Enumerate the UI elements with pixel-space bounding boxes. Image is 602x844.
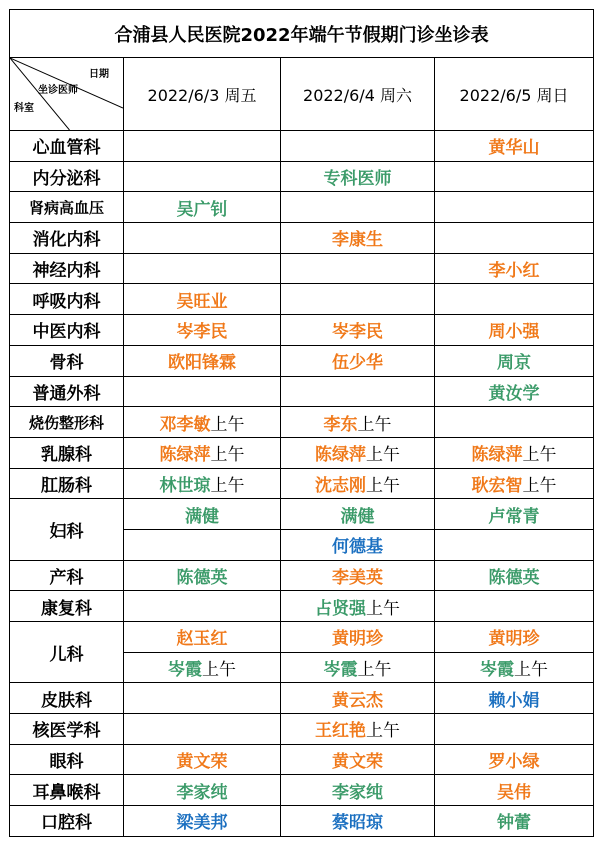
doctor-name: 罗小绿 <box>488 752 540 773</box>
schedule-cell <box>435 407 594 438</box>
schedule-cell <box>124 499 281 530</box>
department-name: 妇科 <box>10 499 124 560</box>
doctor-name: 梁美邦 <box>176 813 228 834</box>
department-name: 肛肠科 <box>10 468 124 499</box>
department-name: 内分泌科 <box>10 161 124 192</box>
doctor-name: 李家纯 <box>332 782 383 803</box>
doctor-name: 吴伟 <box>497 782 532 803</box>
schedule-cell <box>124 683 281 714</box>
schedule-cell <box>124 714 281 745</box>
schedule-cell <box>435 376 594 407</box>
schedule-cell <box>281 161 435 192</box>
department-name: 呼吸内科 <box>10 284 124 315</box>
department-row <box>10 161 594 192</box>
doctor-name: 李小红 <box>488 261 540 282</box>
department-name: 普通外科 <box>10 376 124 407</box>
department-name: 产科 <box>10 560 124 591</box>
schedule-cell <box>281 683 435 714</box>
department-row <box>10 499 594 530</box>
doctor-name: 欧阳锋霖 <box>168 353 236 374</box>
department-row <box>10 714 594 745</box>
doctor-name: 李家纯 <box>176 782 228 803</box>
schedule-cell <box>281 131 435 162</box>
doctor-name: 李康生 <box>332 230 383 251</box>
doctor-name: 陈德英 <box>176 567 228 588</box>
doctor-name: 李美英 <box>332 567 383 588</box>
doctor-name: 黄云杰 <box>332 690 383 711</box>
session-label: 上午 <box>357 660 392 681</box>
date-header-3: 2022/6/5 周日 <box>435 58 594 131</box>
schedule-cell <box>435 714 594 745</box>
doctor-name: 李东 <box>323 414 358 435</box>
doctor-name: 岑李民 <box>176 322 228 343</box>
department-name: 骨科 <box>10 345 124 376</box>
doctor-name: 赖小娟 <box>488 690 540 711</box>
doctor-name: 钟蕾 <box>497 813 532 834</box>
department-row <box>10 345 594 376</box>
schedule-cell <box>124 223 281 254</box>
department-row <box>10 622 594 653</box>
session-label: 上午 <box>210 475 245 496</box>
schedule-cell <box>124 652 281 683</box>
doctor-name: 陈德英 <box>488 567 540 588</box>
doctor-name: 吴广钊 <box>176 199 228 220</box>
department-name: 眼科 <box>10 744 124 775</box>
doctor-name: 蔡昭琼 <box>332 813 383 834</box>
header-row <box>10 58 594 131</box>
schedule-cell <box>124 560 281 591</box>
schedule-cell <box>281 468 435 499</box>
session-label: 上午 <box>366 598 400 619</box>
doctor-name: 赵玉红 <box>176 629 228 650</box>
session-label: 上午 <box>366 445 400 466</box>
department-row <box>10 192 594 223</box>
department-row <box>10 744 594 775</box>
schedule-cell <box>281 744 435 775</box>
schedule-cell <box>124 315 281 346</box>
schedule-cell <box>124 529 281 560</box>
session-label: 上午 <box>202 660 236 681</box>
doctor-name: 岑霞 <box>168 660 202 681</box>
schedule-cell <box>124 622 281 653</box>
schedule-cell <box>281 253 435 284</box>
session-label: 上午 <box>210 414 245 435</box>
schedule-cell <box>281 437 435 468</box>
schedule-cell <box>281 806 435 837</box>
schedule-cell <box>281 223 435 254</box>
corner-header-cell <box>10 58 124 131</box>
doctor-name: 陈绿萍 <box>159 445 211 466</box>
doctor-name: 岑李民 <box>332 322 383 343</box>
department-name: 神经内科 <box>10 253 124 284</box>
doctor-name: 岑霞 <box>323 660 358 681</box>
department-row <box>10 131 594 162</box>
schedule-cell <box>435 468 594 499</box>
schedule-cell <box>124 744 281 775</box>
schedule-cell <box>281 345 435 376</box>
corner-label-date: 日期 <box>89 69 109 80</box>
schedule-cell <box>281 591 435 622</box>
schedule-cell <box>124 437 281 468</box>
doctor-name: 黄明珍 <box>488 629 540 650</box>
doctor-name: 王红艳 <box>315 721 366 742</box>
department-row <box>10 253 594 284</box>
doctor-name: 伍少华 <box>332 353 383 374</box>
doctor-name: 黄汝学 <box>488 383 540 404</box>
session-label: 上午 <box>366 721 400 742</box>
schedule-cell <box>124 131 281 162</box>
title-row <box>10 10 594 58</box>
corner-label-doctor: 坐诊医师 <box>38 85 78 96</box>
department-name: 乳腺科 <box>10 437 124 468</box>
department-name: 核医学科 <box>10 714 124 745</box>
doctor-name: 邓李敏 <box>159 414 211 435</box>
schedule-cell <box>435 529 594 560</box>
session-label: 上午 <box>522 475 557 496</box>
department-row <box>10 315 594 346</box>
session-label: 上午 <box>210 445 245 466</box>
schedule-cell <box>435 315 594 346</box>
schedule-cell <box>281 499 435 530</box>
doctor-name: 专科医师 <box>323 169 392 190</box>
department-name: 肾病高血压 <box>10 192 124 223</box>
session-label: 上午 <box>522 445 557 466</box>
schedule-cell <box>124 806 281 837</box>
department-name: 心血管科 <box>10 131 124 162</box>
department-row <box>10 775 594 806</box>
schedule-cell <box>281 192 435 223</box>
doctor-name: 岑霞 <box>480 660 515 681</box>
roster-body <box>10 10 594 837</box>
department-row <box>10 468 594 499</box>
doctor-name: 吴旺业 <box>176 291 228 312</box>
schedule-cell <box>124 407 281 438</box>
schedule-cell <box>124 345 281 376</box>
schedule-cell <box>124 253 281 284</box>
doctor-name: 周京 <box>497 353 532 374</box>
doctor-name: 何德基 <box>332 537 383 558</box>
schedule-cell <box>435 253 594 284</box>
schedule-cell <box>281 775 435 806</box>
doctor-name: 林世琼 <box>159 475 211 496</box>
schedule-cell <box>281 714 435 745</box>
doctor-name: 黄文荣 <box>176 752 228 773</box>
schedule-cell <box>435 437 594 468</box>
doctor-name: 满健 <box>340 506 375 527</box>
roster-table <box>9 9 594 837</box>
department-name: 儿科 <box>10 622 124 683</box>
session-label: 上午 <box>366 475 400 496</box>
schedule-cell <box>281 529 435 560</box>
schedule-cell <box>124 775 281 806</box>
department-name: 康复科 <box>10 591 124 622</box>
doctor-name: 满健 <box>185 506 219 527</box>
schedule-cell <box>435 591 594 622</box>
schedule-cell <box>281 284 435 315</box>
session-label: 上午 <box>357 414 392 435</box>
doctor-name: 耿宏智 <box>471 475 523 496</box>
department-name: 耳鼻喉科 <box>10 775 124 806</box>
schedule-cell <box>435 744 594 775</box>
page-title: 合浦县人民医院2022年端午节假期门诊坐诊表 <box>10 10 594 58</box>
department-name: 烧伤整形科 <box>10 407 124 438</box>
date-header-2: 2022/6/4 周六 <box>281 58 435 131</box>
schedule-cell <box>124 161 281 192</box>
corner-label-department: 科室 <box>14 103 34 114</box>
doctor-name: 黄文荣 <box>332 752 383 773</box>
schedule-cell <box>124 468 281 499</box>
department-row <box>10 376 594 407</box>
schedule-cell <box>435 652 594 683</box>
schedule-cell <box>435 560 594 591</box>
schedule-cell <box>435 223 594 254</box>
doctor-name: 占贤强 <box>315 598 366 619</box>
department-name: 口腔科 <box>10 806 124 837</box>
schedule-cell <box>281 560 435 591</box>
department-name: 消化内科 <box>10 223 124 254</box>
schedule-cell <box>124 192 281 223</box>
doctor-name: 陈绿萍 <box>315 445 366 466</box>
department-row <box>10 284 594 315</box>
department-name: 皮肤科 <box>10 683 124 714</box>
schedule-cell <box>435 499 594 530</box>
doctor-name: 陈绿萍 <box>471 445 523 466</box>
schedule-cell <box>435 345 594 376</box>
department-row <box>10 223 594 254</box>
schedule-cell <box>124 591 281 622</box>
schedule-cell <box>435 806 594 837</box>
doctor-name: 卢常青 <box>488 506 540 527</box>
schedule-cell <box>124 284 281 315</box>
schedule-cell <box>435 775 594 806</box>
schedule-cell <box>281 622 435 653</box>
schedule-cell <box>435 192 594 223</box>
department-row <box>10 806 594 837</box>
schedule-cell <box>281 376 435 407</box>
schedule-cell <box>435 683 594 714</box>
doctor-name: 黄明珍 <box>332 629 383 650</box>
schedule-cell <box>435 131 594 162</box>
doctor-name: 沈志刚 <box>315 475 366 496</box>
schedule-cell <box>281 407 435 438</box>
department-name: 中医内科 <box>10 315 124 346</box>
schedule-cell <box>281 315 435 346</box>
schedule-cell <box>435 284 594 315</box>
schedule-cell <box>435 161 594 192</box>
doctor-name: 周小强 <box>488 322 540 343</box>
department-row <box>10 683 594 714</box>
schedule-cell <box>281 652 435 683</box>
date-header-1: 2022/6/3 周五 <box>124 58 281 131</box>
doctor-name: 黄华山 <box>488 138 540 159</box>
department-row <box>10 591 594 622</box>
schedule-cell <box>435 622 594 653</box>
department-row <box>10 437 594 468</box>
department-row <box>10 560 594 591</box>
session-label: 上午 <box>514 660 549 681</box>
department-row <box>10 407 594 438</box>
schedule-cell <box>124 376 281 407</box>
